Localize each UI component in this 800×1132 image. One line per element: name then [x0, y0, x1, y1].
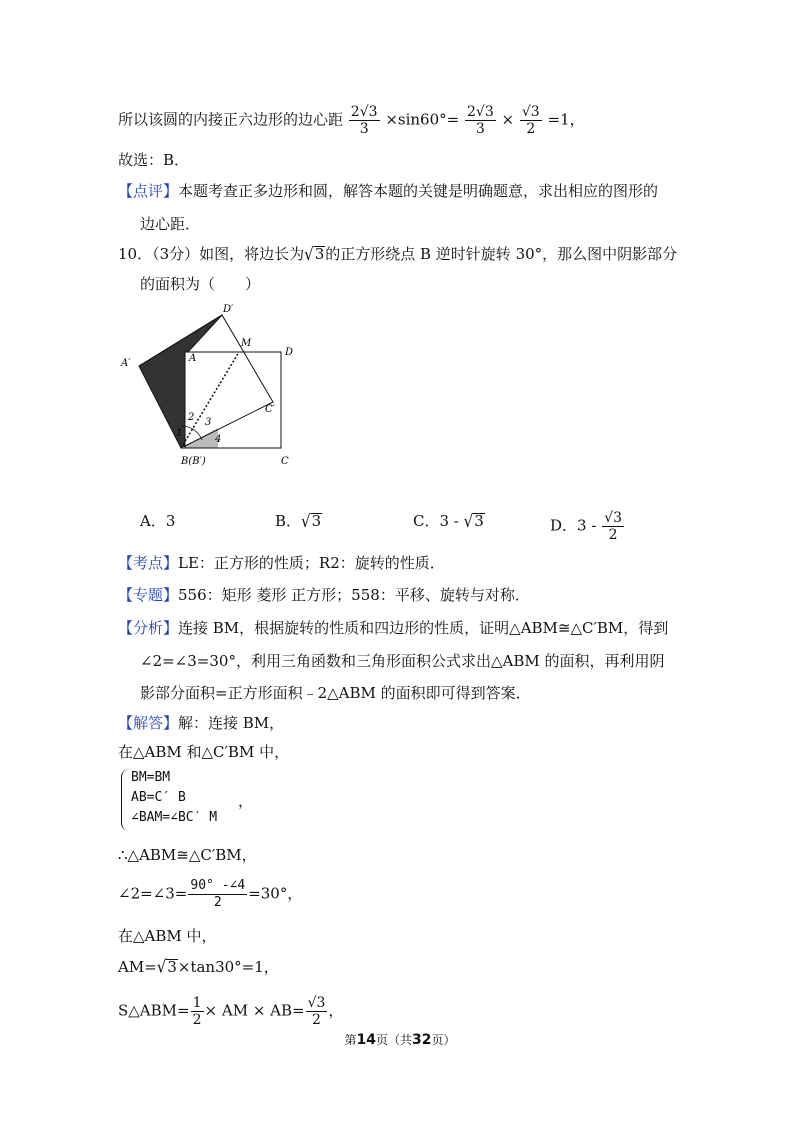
geometry-figure [115, 298, 305, 470]
analysis-line-3: 影部分面积=正方形面积﹣2△ABM 的面积即可得到答案． [140, 684, 531, 702]
sqrt: √3 [463, 510, 484, 532]
text: ×tan30°=1， [177, 958, 279, 976]
text: ×sin60°= [385, 110, 460, 129]
analysis-line-2: ∠2=∠3=30°，利用三角函数和三角形面积公式求出△ABM 的面积，再利用阴 [140, 652, 665, 670]
fraction: $\frac{√3}{2}$ [307, 995, 326, 1028]
sqrt: √3 [304, 243, 325, 265]
text: B． [275, 512, 302, 530]
topic-tag: 【专题】 [118, 586, 179, 604]
text: C．3 - [413, 512, 464, 530]
solution-line [118, 712, 284, 734]
solution-step-2: ∴△ABM≅△C′BM， [118, 846, 257, 864]
text: 556：矩形 菱形 正方形；558：平移、旋转与对称． [178, 586, 530, 604]
text: 10．（3分）如图，将边长为 [118, 245, 305, 263]
label-D-prime: D′ [223, 304, 234, 315]
text: 的正方形绕点 B 逆时针旋转 30°，那么图中阴影部分 [325, 245, 678, 263]
label-angle-1: 1 [176, 428, 183, 439]
text: =1， [547, 110, 585, 129]
question-10-line-2: 的面积为（ ） [140, 275, 261, 293]
fraction: $\frac{√3}{2}$ [604, 510, 623, 543]
text: × AM × AB= [204, 1001, 305, 1020]
page-footer [0, 1031, 800, 1048]
equation-system [131, 768, 217, 828]
label-D: D [285, 347, 294, 358]
text: 解：连接 BM， [178, 714, 285, 732]
solution-step-6 [118, 995, 343, 1028]
solution-step-4: 在△ABM 中， [118, 927, 217, 945]
label-M: M [241, 338, 252, 349]
total-pages: 32 [412, 1032, 432, 1048]
comment-line [118, 180, 658, 202]
system-comma: ， [238, 792, 254, 810]
label-angle-4: 4 [215, 434, 222, 445]
question-10-line-1 [118, 243, 677, 265]
text: × [501, 110, 515, 129]
equation-2: AB=C′ B [131, 790, 186, 805]
solution-step-3 [118, 878, 302, 911]
text: S△ABM= [118, 1001, 190, 1020]
label-B: B(B′) [181, 456, 206, 467]
text: 连接 BM，根据旋转的性质和四边形的性质，证明△ABM≅△C′BM，得到 [178, 619, 669, 637]
comment-line-2: 边心距． [140, 215, 201, 233]
equation-3: ∠BAM=∠BC′ M [131, 810, 218, 825]
text: ∠2=∠3= [118, 884, 188, 903]
fraction: $\frac{2√3}{3}$ [467, 104, 494, 137]
brace [121, 769, 130, 831]
fraction: $\frac{1}{2}$ [192, 995, 202, 1028]
solution-step-5 [118, 956, 279, 978]
label-A-prime: A′ [121, 358, 131, 369]
footer-text: 页） [431, 1033, 456, 1047]
page-number: 14 [356, 1032, 376, 1048]
label-angle-3: 3 [205, 417, 212, 428]
sqrt: √3 [156, 956, 177, 978]
fraction: $\frac{√3}{2}$ [521, 104, 540, 137]
fraction: $\frac{90^\circ -\angle 4}{2}$ [190, 878, 246, 910]
text: ， [328, 1001, 344, 1020]
option-d [550, 510, 625, 543]
equation-1: BM=BM [131, 770, 171, 785]
answer-line-1 [118, 104, 585, 137]
solution-step-1: 在△ABM 和△C′BM 中， [118, 743, 290, 761]
knowledge-point-line [118, 552, 445, 574]
option-b [275, 510, 322, 532]
footer-text: 第 [344, 1033, 357, 1047]
square-ABCD [185, 352, 281, 448]
solution-tag: 【解答】 [118, 714, 179, 732]
knowledge-tag: 【考点】 [118, 554, 179, 572]
label-C-prime: C′ [265, 404, 275, 415]
option-a: A．3 [140, 512, 176, 530]
label-C: C [281, 456, 289, 467]
text: 本题考查正多边形和圆，解答本题的关键是明确题意，求出相应的图形的 [178, 182, 659, 200]
text: D．3 - [550, 516, 602, 535]
label-A: A [189, 353, 197, 364]
answer-choice-line: 故选：B． [118, 151, 190, 169]
sqrt: √3 [301, 510, 322, 532]
topic-line [118, 584, 530, 606]
text: 所以该圆的内接正六边形的边心距 [118, 110, 344, 129]
analysis-tag: 【分析】 [118, 619, 179, 637]
fraction: $\frac{2√3}{3}$ [350, 104, 378, 137]
analysis-line-1 [118, 617, 668, 639]
text: AM= [118, 958, 157, 976]
option-c [413, 510, 485, 532]
footer-text: 页（共 [375, 1033, 412, 1047]
text: =30°， [248, 884, 303, 903]
text: LE：正方形的性质；R2：旋转的性质． [178, 554, 445, 572]
comment-tag: 【点评】 [118, 182, 179, 200]
label-angle-2: 2 [188, 412, 195, 423]
